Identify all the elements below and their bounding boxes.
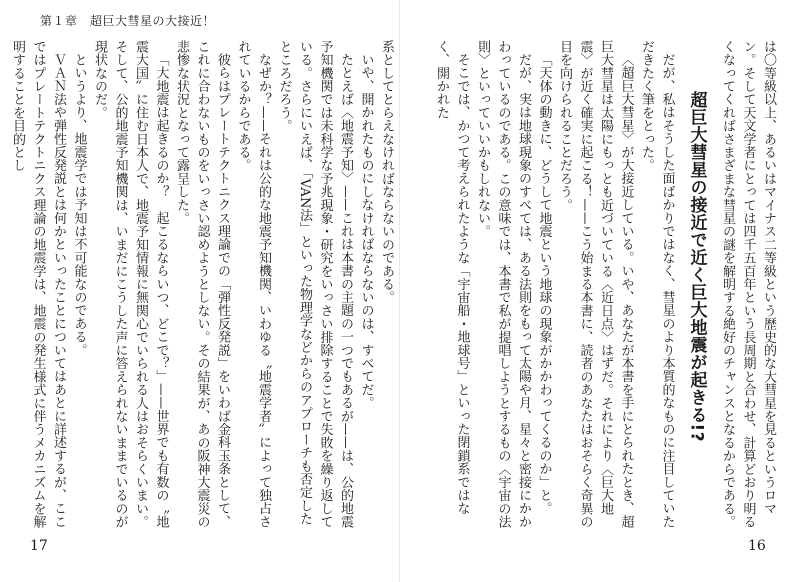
paragraph: だが、私はそうした面ばかりではなく、彗星のより本質的なものに注目していただきたく筆をとった。 bbox=[639, 40, 675, 529]
running-head: 第１章 超巨大彗星の大接近！ bbox=[40, 14, 216, 28]
paragraph: たとえば〈地震予知〉——これは本書の主題の一つでもあるが——は、公的地震予知機関では未科学な予兆現象・研究をいっさい排除することで失敗を繰り返している。さらにいえば、「VAN法」といった物理学などからのアプローチも否定したところだろう。 bbox=[276, 40, 353, 529]
paragraph: ＶＡＮ法や弾性反発説とは何かといったことについてはあとに詳述するが、ここではプレートテクトニクス理論の地震学は、地震の発生様式に伴うメカニズムを解明することを目的とし bbox=[10, 40, 66, 529]
paragraph: いや、開かれたものにしなければならないのは、すべてだ。 bbox=[358, 53, 374, 410]
paragraph: 彼らはプレートテクトニクス理論での「弾性反発説」をいわば金科玉条として、これに合わないものをいっさい認めようとしない。その結果が、あの阪神大震災の悲惨な状況となって露呈した。 bbox=[174, 40, 230, 529]
page-number-right: 16 bbox=[748, 538, 766, 554]
section-heading: 超巨大彗星の接近で近く巨大地震が起きる!? bbox=[686, 91, 707, 443]
paragraph: だが、実は地球現象のすべては、ある法則をもって太陽や月、星々と密接にかかわっているのである。この意味では、本書で私が提唱しようとするもの〈宇宙の法則〉といっていいかもしれない。 bbox=[475, 40, 531, 529]
gutter bbox=[399, 0, 400, 582]
paragraph: というより、地震学では予知は不可能なのである。 bbox=[71, 53, 87, 357]
paragraph: 系としてとらえなければならないのである。 bbox=[379, 40, 394, 304]
right-page-text bbox=[418, 40, 778, 530]
paragraph: 〈超巨大彗星〉が大接近している。いや、あなたが本書を手にとられたとき、超巨大彗星は太陽にもっとも近づいている〈近日点〉はずだ。それにより〈巨大地震〉が近く確実に起こる！——こう始まる本書に、読者のあなたはおそらく奇異の目を向けられることだろう。 bbox=[557, 40, 634, 529]
paragraph: そこでは、かつて考えられたような「宇宙船・地球号」といった閉鎖系ではなく、開かれた bbox=[434, 40, 470, 515]
left-page-text bbox=[10, 40, 396, 530]
paragraph: は〇等級以上、あるいはマイナス二等級という歴史的な大彗星を見るというロマン。そして天文学者にとっては四千五百年という長周期と合わせ、計算どおり明るくなってくればさまざまな彗星の謎を解明する絶好のチャンスとなるからである。 bbox=[720, 40, 776, 529]
paragraph: 「大地震は起きるのか？ 起こるならいつ、どこで？」——世界でも有数の〝地震大国〟に住む日本人で、地震予知情報に無関心でいられる人はおそらくいまい。そして、公的地震予知機関は、いまだにこうした声に答えられないままでいるのが現状なのだ。 bbox=[92, 40, 169, 529]
paragraph: なぜか？——それは公的な地震予知機関、いわゆる〝地震学者〟によって独占されているからである。 bbox=[235, 40, 271, 529]
page-number-left: 17 bbox=[30, 538, 48, 554]
paragraph: 「天体の動きに、どうして地震という地球の現象がかかわってくるのか」と。 bbox=[536, 53, 552, 515]
